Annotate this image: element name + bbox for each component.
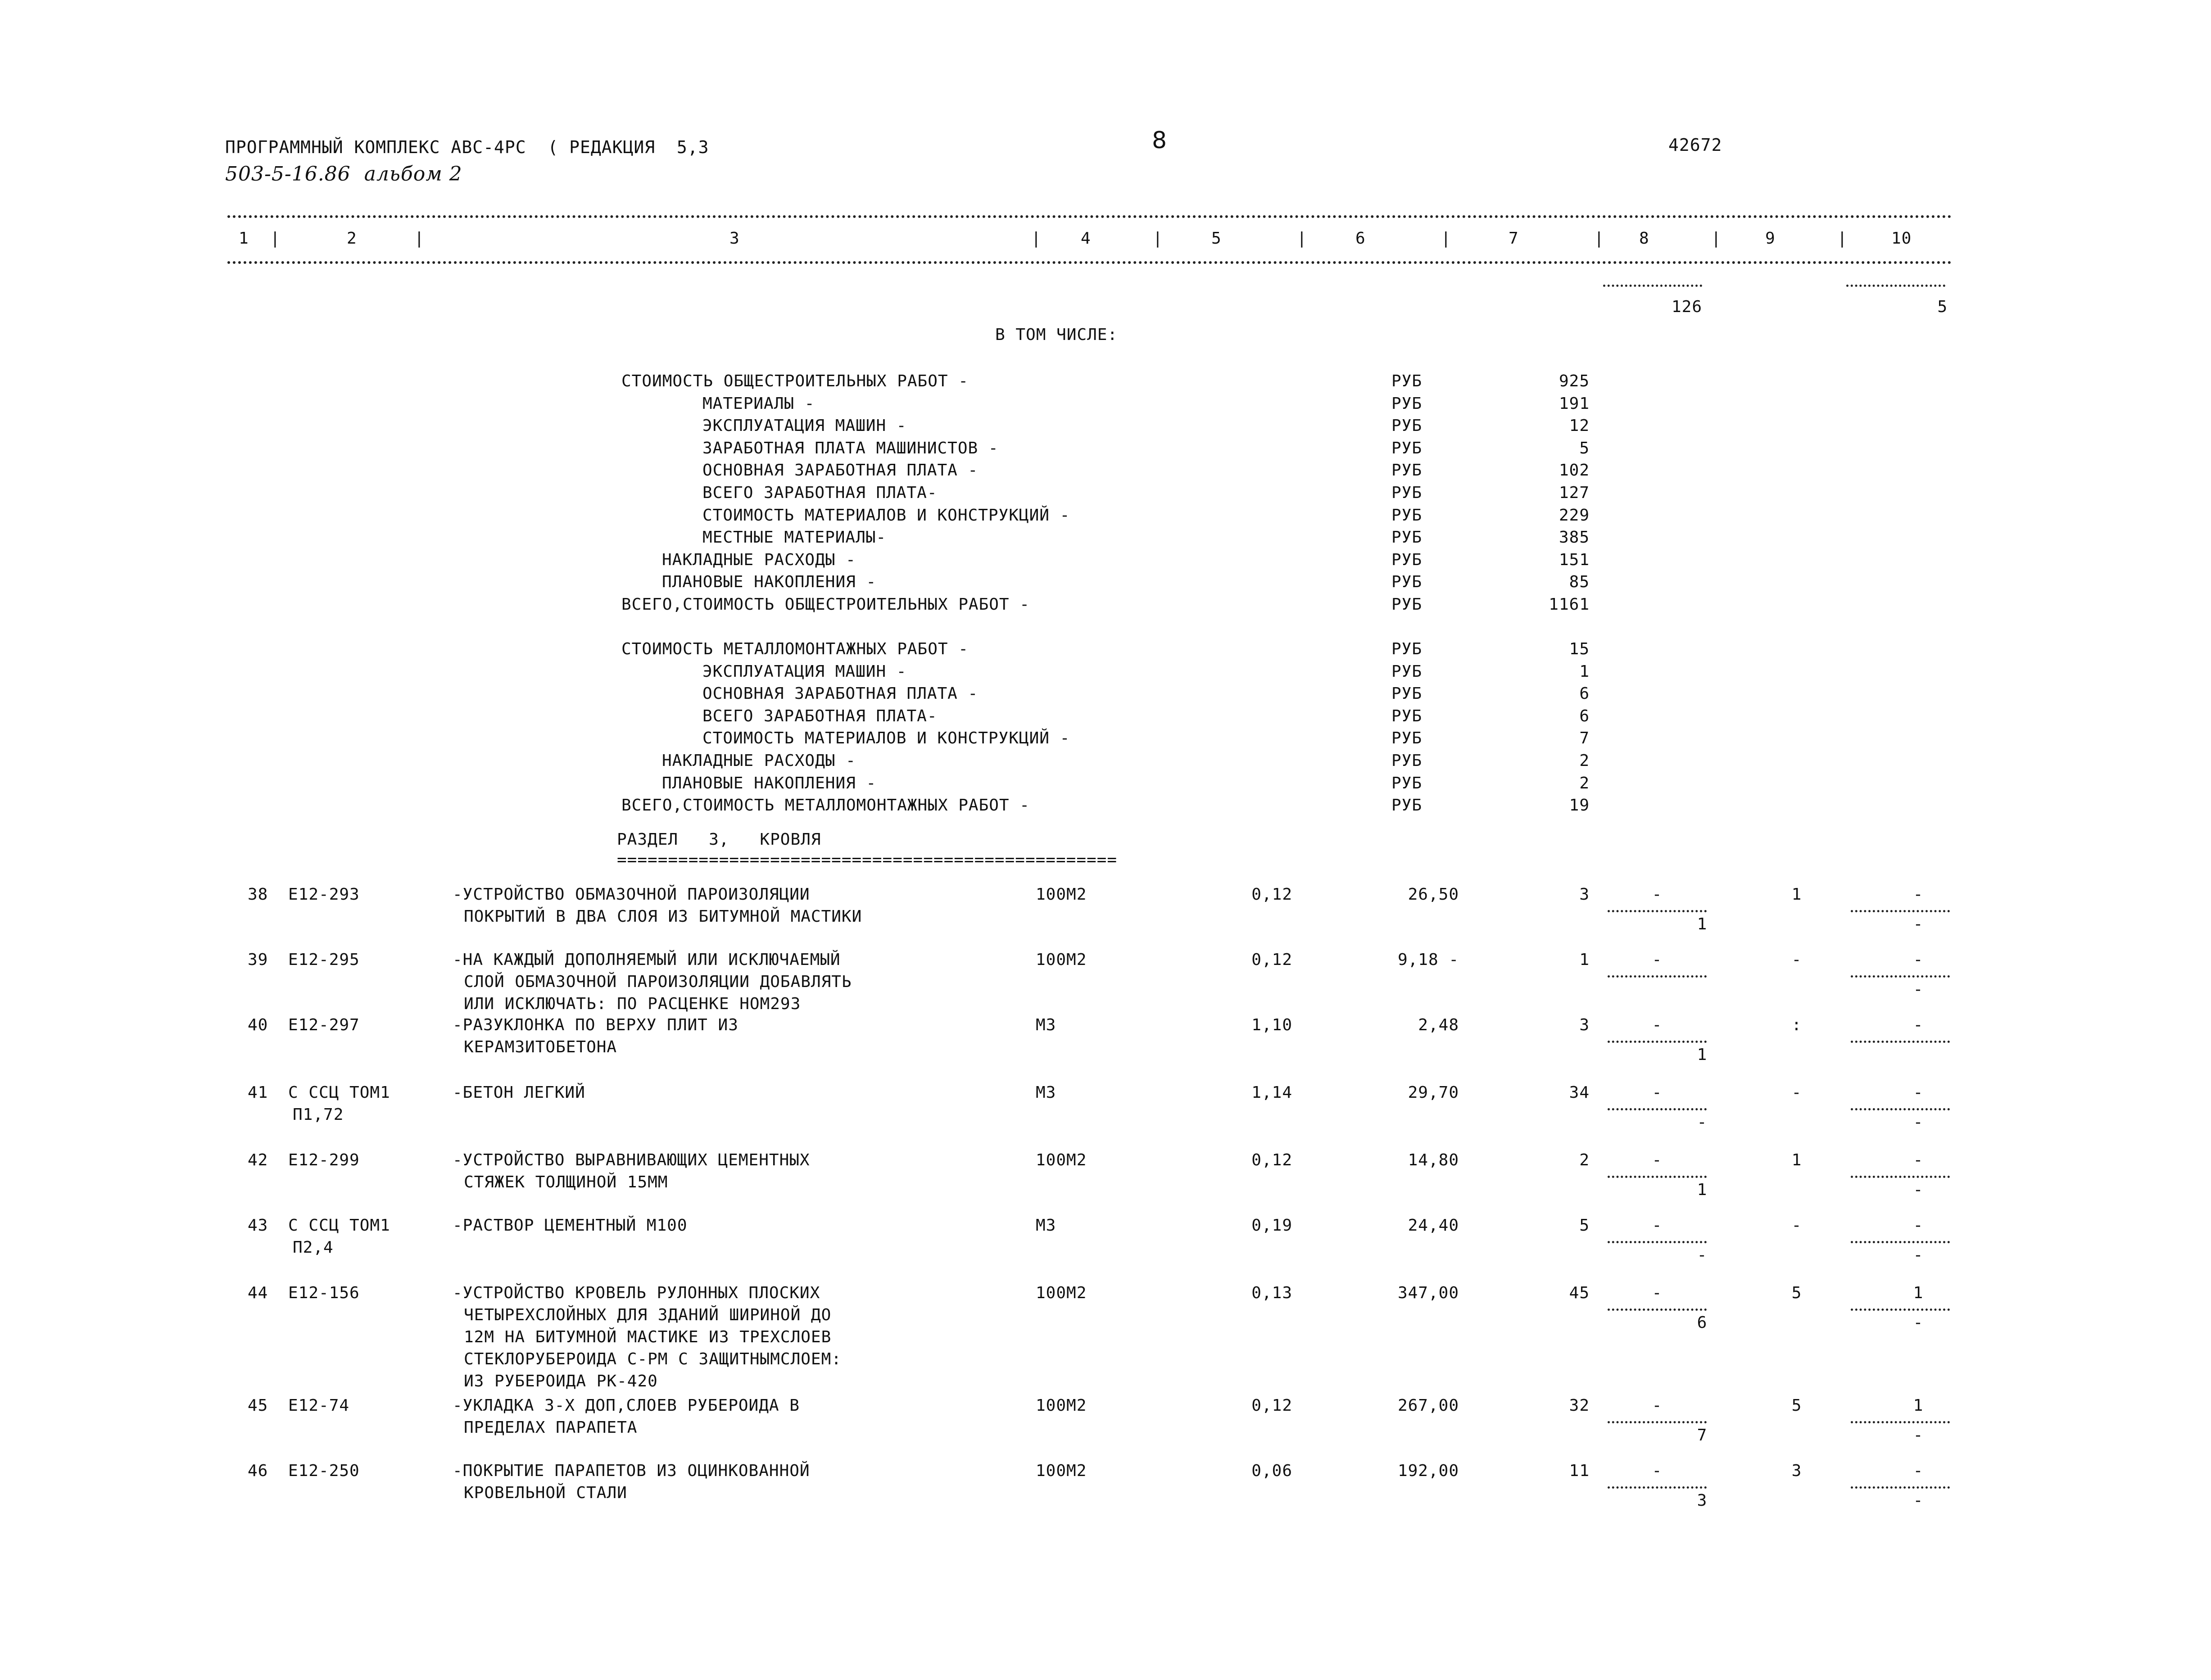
row-code: Е12-250: [288, 1462, 360, 1480]
cost-value: 1: [1579, 662, 1590, 681]
row-col10-sub: -: [1913, 1113, 1924, 1132]
row-description: -РАЗУКЛОНКА ПО ВЕРХУ ПЛИТ ИЗ: [453, 1016, 739, 1034]
cost-unit: РУБ: [1391, 394, 1423, 413]
cost-value: 127: [1559, 484, 1590, 502]
cost-label: ВСЕГО ЗАРАБОТНАЯ ПЛАТА-: [702, 484, 938, 502]
column-separator: |: [1297, 229, 1307, 248]
row-col10-dash: [1851, 910, 1950, 912]
cost-label: ОСНОВНАЯ ЗАРАБОТНАЯ ПЛАТА -: [702, 461, 979, 480]
row-code: Е12-299: [288, 1151, 360, 1169]
row-code: П2,4: [293, 1238, 334, 1257]
column-number: 7: [1509, 229, 1519, 248]
row-col10-dash: [1851, 975, 1950, 978]
cost-label: НАКЛАДНЫЕ РАСХОДЫ -: [662, 551, 856, 569]
row-col7: 34: [1569, 1083, 1590, 1102]
row-col10-dash: [1851, 1241, 1950, 1243]
row-col8-sub: 6: [1697, 1313, 1708, 1332]
row-description: -УКЛАДКА 3-Х ДОП,СЛОЕВ РУБЕРОИДА В: [453, 1396, 800, 1415]
cost-unit: РУБ: [1391, 595, 1423, 614]
row-col10-sub: -: [1913, 1181, 1924, 1199]
row-price: 24,40: [1408, 1216, 1459, 1235]
row-price: 267,00: [1397, 1396, 1459, 1415]
row-code: Е12-293: [288, 885, 360, 904]
row-quantity: 0,12: [1251, 951, 1292, 969]
row-code: Е12-156: [288, 1284, 360, 1302]
row-price: 347,00: [1397, 1284, 1459, 1302]
row-col8-dash: [1608, 1486, 1707, 1489]
cost-label: ВСЕГО,СТОИМОСТЬ МЕТАЛЛОМОНТАЖНЫХ РАБОТ -: [621, 796, 1030, 815]
col8-dash: [1603, 285, 1702, 287]
cost-value: 229: [1559, 506, 1590, 525]
row-col10: -: [1913, 1083, 1924, 1102]
cost-value: 102: [1559, 461, 1590, 480]
section-underline: =================================================: [617, 851, 1118, 869]
row-col7: 2: [1579, 1151, 1590, 1169]
cost-value: 12: [1569, 417, 1590, 435]
row-col8: -: [1652, 1151, 1663, 1169]
row-code: Е12-297: [288, 1016, 360, 1034]
cost-value: 151: [1559, 551, 1590, 569]
cost-label: ПЛАНОВЫЕ НАКОПЛЕНИЯ -: [662, 774, 877, 792]
cost-label: ВСЕГО ЗАРАБОТНАЯ ПЛАТА-: [702, 707, 938, 725]
subtitle: В ТОМ ЧИСЛЕ:: [995, 326, 1118, 344]
handwritten-reference: 503-5-16.86 альбом 2: [225, 163, 462, 186]
row-col10: -: [1913, 1151, 1924, 1169]
col8-total: 126: [1671, 298, 1702, 316]
table-header-rule: [227, 261, 1952, 264]
row-col10-dash: [1851, 1108, 1950, 1110]
row-quantity: 0,06: [1251, 1462, 1292, 1480]
row-col7: 1: [1579, 951, 1590, 969]
row-col10-sub: -: [1913, 915, 1924, 933]
row-unit: 100М2: [1036, 1151, 1087, 1169]
row-unit: М3: [1036, 1016, 1056, 1034]
row-col8-sub: 1: [1697, 1181, 1708, 1199]
cost-label: МЕСТНЫЕ МАТЕРИАЛЫ-: [702, 528, 887, 547]
col10-total: 5: [1937, 298, 1948, 316]
row-col10-dash: [1851, 1309, 1950, 1311]
cost-value: 2: [1579, 752, 1590, 770]
row-price: 9,18 -: [1397, 951, 1459, 969]
row-col8-dash: [1608, 975, 1707, 978]
row-description: КРОВЕЛЬНОЙ СТАЛИ: [464, 1484, 627, 1502]
row-col8-dash: [1608, 1108, 1707, 1110]
row-number: 46: [248, 1462, 268, 1480]
row-col10: 1: [1913, 1396, 1924, 1415]
cost-label: СТОИМОСТЬ МАТЕРИАЛОВ И КОНСТРУКЦИЙ -: [702, 729, 1070, 747]
column-number: 9: [1765, 229, 1776, 248]
row-col7: 3: [1579, 1016, 1590, 1034]
row-number: 45: [248, 1396, 268, 1415]
row-number: 41: [248, 1083, 268, 1102]
row-unit: 100М2: [1036, 885, 1087, 904]
row-unit: 100М2: [1036, 951, 1087, 969]
column-separator: |: [1711, 229, 1722, 248]
row-number: 40: [248, 1016, 268, 1034]
row-code: Е12-74: [288, 1396, 350, 1415]
cost-value: 7: [1579, 729, 1590, 747]
cost-value: 925: [1559, 372, 1590, 390]
row-unit: М3: [1036, 1083, 1056, 1102]
column-number: 1: [239, 229, 249, 248]
row-col10-sub: -: [1913, 1491, 1924, 1510]
column-number: 10: [1891, 229, 1912, 248]
row-quantity: 1,10: [1251, 1016, 1292, 1034]
row-col7: 45: [1569, 1284, 1590, 1302]
row-unit: 100М2: [1036, 1396, 1087, 1415]
row-col8-sub: 3: [1697, 1491, 1708, 1510]
cost-label: ЗАРАБОТНАЯ ПЛАТА МАШИНИСТОВ -: [702, 439, 999, 457]
cost-label: МАТЕРИАЛЫ -: [702, 394, 815, 413]
cost-value: 19: [1569, 796, 1590, 815]
row-quantity: 0,12: [1251, 1151, 1292, 1169]
cost-label: НАКЛАДНЫЕ РАСХОДЫ -: [662, 752, 856, 770]
row-description: ПРЕДЕЛАХ ПАРАПЕТА: [464, 1418, 638, 1437]
cost-label: СТОИМОСТЬ ОБЩЕСТРОИТЕЛЬНЫХ РАБОТ -: [621, 372, 969, 390]
cost-unit: РУБ: [1391, 573, 1423, 591]
row-number: 38: [248, 885, 268, 904]
row-col8-dash: [1608, 1421, 1707, 1423]
row-col8-sub: -: [1697, 1113, 1708, 1132]
program-header: ПРОГРАММНЫЙ КОМПЛЕКС АВС-4РС ( РЕДАКЦИЯ 5,3: [225, 137, 709, 157]
row-description: ИЛИ ИСКЛЮЧАТЬ: ПО РАСЦЕНКЕ НОМ293: [464, 995, 801, 1013]
column-separator: |: [1594, 229, 1604, 248]
row-col8: -: [1652, 951, 1663, 969]
row-col8: -: [1652, 1284, 1663, 1302]
row-col8: -: [1652, 885, 1663, 904]
row-price: 2,48: [1418, 1016, 1459, 1034]
cost-unit: РУБ: [1391, 461, 1423, 480]
cost-label: СТОИМОСТЬ МАТЕРИАЛОВ И КОНСТРУКЦИЙ -: [702, 506, 1070, 525]
row-col8: -: [1652, 1016, 1663, 1034]
column-separator: |: [1441, 229, 1451, 248]
cost-unit: РУБ: [1391, 372, 1423, 390]
row-col8-sub: 1: [1697, 915, 1708, 933]
row-col10: -: [1913, 1016, 1924, 1034]
row-col7: 11: [1569, 1462, 1590, 1480]
cost-unit: РУБ: [1391, 528, 1423, 547]
row-unit: 100М2: [1036, 1462, 1087, 1480]
row-description: ПОКРЫТИЙ В ДВА СЛОЯ ИЗ БИТУМНОЙ МАСТИКИ: [464, 907, 862, 926]
cost-unit: РУБ: [1391, 684, 1423, 703]
cost-unit: РУБ: [1391, 707, 1423, 725]
row-description: СЛОЙ ОБМАЗОЧНОЙ ПАРОИЗОЛЯЦИИ ДОБАВЛЯТЬ: [464, 973, 852, 991]
row-description: -УСТРОЙСТВО ОБМАЗОЧНОЙ ПАРОИЗОЛЯЦИИ: [453, 885, 810, 904]
cost-value: 15: [1569, 640, 1590, 658]
cost-label: СТОИМОСТЬ МЕТАЛЛОМОНТАЖНЫХ РАБОТ -: [621, 640, 969, 658]
cost-unit: РУБ: [1391, 551, 1423, 569]
column-separator: |: [1031, 229, 1042, 248]
row-description: СТЕКЛОРУБЕРОИДА С-РМ С ЗАЩИТНЫМСЛОЕМ:: [464, 1350, 842, 1368]
cost-unit: РУБ: [1391, 729, 1423, 747]
row-number: 39: [248, 951, 268, 969]
row-col8-dash: [1608, 1241, 1707, 1243]
row-description: ЧЕТЫРЕХСЛОЙНЫХ ДЛЯ ЗДАНИЙ ШИРИНОЙ ДО: [464, 1306, 832, 1324]
row-price: 26,50: [1408, 885, 1459, 904]
cost-value: 5: [1579, 439, 1590, 457]
cost-label: ВСЕГО,СТОИМОСТЬ ОБЩЕСТРОИТЕЛЬНЫХ РАБОТ -: [621, 595, 1030, 614]
row-col8-sub: -: [1697, 1246, 1708, 1264]
table-top-rule: [227, 215, 1952, 218]
column-separator: |: [270, 229, 281, 248]
section-title: РАЗДЕЛ 3, КРОВЛЯ: [617, 830, 821, 849]
row-quantity: 0,13: [1251, 1284, 1292, 1302]
cost-unit: РУБ: [1391, 662, 1423, 681]
cost-label: ОСНОВНАЯ ЗАРАБОТНАЯ ПЛАТА -: [702, 684, 979, 703]
row-quantity: 0,12: [1251, 1396, 1292, 1415]
row-price: 29,70: [1408, 1083, 1459, 1102]
cost-value: 385: [1559, 528, 1590, 547]
cost-unit: РУБ: [1391, 640, 1423, 658]
row-col7: 3: [1579, 885, 1590, 904]
row-description: -УСТРОЙСТВО КРОВЕЛЬ РУЛОННЫХ ПЛОСКИХ: [453, 1284, 820, 1302]
row-code: Е12-295: [288, 951, 360, 969]
row-col9: 1: [1791, 885, 1802, 904]
row-description: ИЗ РУБЕРОИДА РК-420: [464, 1372, 658, 1390]
cost-unit: РУБ: [1391, 439, 1423, 457]
row-col8: -: [1652, 1396, 1663, 1415]
row-col10-dash: [1851, 1486, 1950, 1489]
cost-value: 6: [1579, 707, 1590, 725]
row-col10-sub: -: [1913, 1426, 1924, 1445]
row-code: П1,72: [293, 1105, 344, 1124]
row-col9: -: [1791, 1216, 1802, 1235]
row-col10-dash: [1851, 1421, 1950, 1423]
row-col9: 3: [1791, 1462, 1802, 1480]
cost-value: 85: [1569, 573, 1590, 591]
column-number: 4: [1081, 229, 1091, 248]
col10-dash: [1846, 285, 1945, 287]
row-col10: 1: [1913, 1284, 1924, 1302]
row-col8-dash: [1608, 910, 1707, 912]
row-description: 12М НА БИТУМНОЙ МАСТИКЕ ИЗ ТРЕХСЛОЕВ: [464, 1328, 832, 1346]
row-col9: :: [1791, 1016, 1802, 1034]
row-col10-dash: [1851, 1041, 1950, 1043]
cost-value: 191: [1559, 394, 1590, 413]
row-col10-dash: [1851, 1176, 1950, 1178]
row-description: -УСТРОЙСТВО ВЫРАВНИВАЮЩИХ ЦЕМЕНТНЫХ: [453, 1151, 810, 1169]
row-quantity: 0,19: [1251, 1216, 1292, 1235]
column-separator: |: [1837, 229, 1848, 248]
row-number: 44: [248, 1284, 268, 1302]
column-separator: |: [414, 229, 425, 248]
row-col8: -: [1652, 1216, 1663, 1235]
row-description: -НА КАЖДЫЙ ДОПОЛНЯЕМЫЙ ИЛИ ИСКЛЮЧАЕМЫЙ: [453, 951, 841, 969]
row-col8-dash: [1608, 1176, 1707, 1178]
row-description: -БЕТОН ЛЕГКИЙ: [453, 1083, 585, 1102]
row-col10: -: [1913, 1462, 1924, 1480]
cost-unit: РУБ: [1391, 752, 1423, 770]
cost-label: ЭКСПЛУАТАЦИЯ МАШИН -: [702, 417, 907, 435]
cost-unit: РУБ: [1391, 417, 1423, 435]
cost-value: 1161: [1549, 595, 1590, 614]
row-unit: 100М2: [1036, 1284, 1087, 1302]
row-col10-sub: -: [1913, 1246, 1924, 1264]
row-col7: 5: [1579, 1216, 1590, 1235]
cost-value: 2: [1579, 774, 1590, 792]
page-number: 8: [1152, 127, 1168, 154]
cost-unit: РУБ: [1391, 506, 1423, 525]
row-col9: 5: [1791, 1284, 1802, 1302]
row-price: 192,00: [1397, 1462, 1459, 1480]
row-col8-sub: 7: [1697, 1426, 1708, 1445]
row-col8-dash: [1608, 1309, 1707, 1311]
document-code: 42672: [1668, 135, 1722, 155]
column-number: 3: [729, 229, 740, 248]
row-price: 14,80: [1408, 1151, 1459, 1169]
row-code: С ССЦ ТОМ1: [288, 1216, 390, 1235]
cost-value: 6: [1579, 684, 1590, 703]
row-description: КЕРАМЗИТОБЕТОНА: [464, 1038, 617, 1056]
cost-unit: РУБ: [1391, 484, 1423, 502]
column-number: 6: [1355, 229, 1366, 248]
row-description: СТЯЖЕК ТОЛЩИНОЙ 15ММ: [464, 1173, 668, 1191]
row-code: С ССЦ ТОМ1: [288, 1083, 390, 1102]
row-number: 43: [248, 1216, 268, 1235]
row-col10: -: [1913, 1216, 1924, 1235]
row-col8-sub: 1: [1697, 1046, 1708, 1064]
row-col10: -: [1913, 885, 1924, 904]
row-col9: -: [1791, 951, 1802, 969]
row-quantity: 1,14: [1251, 1083, 1292, 1102]
row-description: -ПОКРЫТИЕ ПАРАПЕТОВ ИЗ ОЦИНКОВАННОЙ: [453, 1462, 810, 1480]
column-separator: |: [1153, 229, 1163, 248]
column-number: 5: [1211, 229, 1222, 248]
row-col9: 1: [1791, 1151, 1802, 1169]
row-col8-dash: [1608, 1041, 1707, 1043]
row-col7: 32: [1569, 1396, 1590, 1415]
row-col10-sub: -: [1913, 1313, 1924, 1332]
row-description: -РАСТВОР ЦЕМЕНТНЫЙ М100: [453, 1216, 688, 1235]
row-col10-sub: -: [1913, 980, 1924, 999]
row-col9: 5: [1791, 1396, 1802, 1415]
cost-unit: РУБ: [1391, 774, 1423, 792]
row-col9: -: [1791, 1083, 1802, 1102]
row-quantity: 0,12: [1251, 885, 1292, 904]
cost-label: ПЛАНОВЫЕ НАКОПЛЕНИЯ -: [662, 573, 877, 591]
cost-label: ЭКСПЛУАТАЦИЯ МАШИН -: [702, 662, 907, 681]
column-number: 2: [347, 229, 357, 248]
row-unit: М3: [1036, 1216, 1056, 1235]
row-number: 42: [248, 1151, 268, 1169]
row-col10: -: [1913, 951, 1924, 969]
cost-unit: РУБ: [1391, 796, 1423, 815]
column-number: 8: [1639, 229, 1649, 248]
row-col8: -: [1652, 1083, 1663, 1102]
row-col8: -: [1652, 1462, 1663, 1480]
